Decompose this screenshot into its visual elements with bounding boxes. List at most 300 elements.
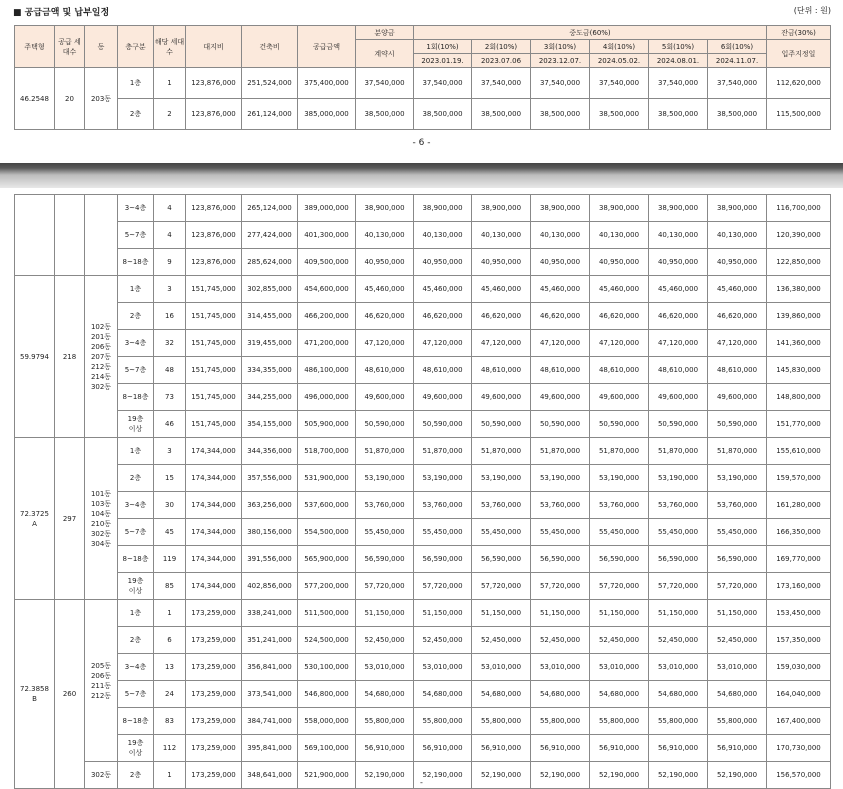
interim-cell: 53,760,000 bbox=[472, 492, 531, 519]
interim-cell: 45,460,000 bbox=[414, 276, 472, 303]
interim-cell: 47,120,000 bbox=[531, 330, 590, 357]
building-cost-cell: 251,524,000 bbox=[242, 68, 298, 99]
header-installment-date-4: 2024.05.02. bbox=[590, 54, 649, 68]
interim-cell: 53,010,000 bbox=[649, 654, 708, 681]
interim-cell: 52,450,000 bbox=[708, 627, 767, 654]
table-row bbox=[15, 465, 831, 492]
supply-price-cell: 486,100,000 bbox=[298, 357, 356, 384]
interim-cell: 49,600,000 bbox=[472, 384, 531, 411]
interim-cell: 53,760,000 bbox=[590, 492, 649, 519]
interim-cell: 52,190,000 bbox=[708, 762, 767, 789]
header-installment-1: 1회(10%) bbox=[414, 40, 472, 54]
contract-cell: 52,450,000 bbox=[356, 627, 414, 654]
interim-cell: 45,460,000 bbox=[472, 276, 531, 303]
interim-cell: 53,010,000 bbox=[590, 654, 649, 681]
building-cost-cell: 373,541,000 bbox=[242, 681, 298, 708]
building-cost-cell: 351,241,000 bbox=[242, 627, 298, 654]
interim-cell: 52,190,000 bbox=[414, 762, 472, 789]
contract-cell: 49,600,000 bbox=[356, 384, 414, 411]
contract-cell: 53,190,000 bbox=[356, 465, 414, 492]
contract-cell: 46,620,000 bbox=[356, 303, 414, 330]
floor-cell: 2층 bbox=[118, 465, 154, 492]
interim-cell: 53,760,000 bbox=[531, 492, 590, 519]
table-row bbox=[15, 627, 831, 654]
header-building-cost: 건축비 bbox=[242, 26, 298, 68]
building-cost-cell: 338,241,000 bbox=[242, 600, 298, 627]
households-cell: 119 bbox=[154, 546, 186, 573]
interim-cell: 47,120,000 bbox=[414, 330, 472, 357]
households-cell: 30 bbox=[154, 492, 186, 519]
supply-price-cell: 511,500,000 bbox=[298, 600, 356, 627]
interim-cell: 55,800,000 bbox=[531, 708, 590, 735]
land-cell: 123,876,000 bbox=[186, 249, 242, 276]
floor-cell: 19층 이상 bbox=[118, 411, 154, 438]
floor-cell: 1층 bbox=[118, 600, 154, 627]
interim-cell: 48,610,000 bbox=[414, 357, 472, 384]
interim-cell: 50,590,000 bbox=[708, 411, 767, 438]
interim-cell: 49,600,000 bbox=[590, 384, 649, 411]
building-cost-cell: 319,455,000 bbox=[242, 330, 298, 357]
land-cell: 151,745,000 bbox=[186, 303, 242, 330]
floor-cell: 3~4층 bbox=[118, 654, 154, 681]
supply-price-cell: 577,200,000 bbox=[298, 573, 356, 600]
header-installment-6: 6회(10%) bbox=[708, 40, 767, 54]
balance-cell: 173,160,000 bbox=[767, 573, 831, 600]
interim-cell: 56,590,000 bbox=[414, 546, 472, 573]
floor-cell: 8~18층 bbox=[118, 708, 154, 735]
interim-cell: 54,680,000 bbox=[472, 681, 531, 708]
table-row bbox=[15, 357, 831, 384]
floor-cell: 2층 bbox=[118, 627, 154, 654]
dong-cell bbox=[85, 195, 118, 276]
building-cost-cell: 265,124,000 bbox=[242, 195, 298, 222]
interim-cell: 51,150,000 bbox=[708, 600, 767, 627]
balance-cell: 170,730,000 bbox=[767, 735, 831, 762]
supply-price-cell: 471,200,000 bbox=[298, 330, 356, 357]
interim-cell: 40,130,000 bbox=[531, 222, 590, 249]
households-cell: 112 bbox=[154, 735, 186, 762]
interim-cell: 55,450,000 bbox=[590, 519, 649, 546]
interim-cell: 53,010,000 bbox=[472, 654, 531, 681]
interim-cell: 55,800,000 bbox=[472, 708, 531, 735]
floor-cell: 5~7층 bbox=[118, 681, 154, 708]
interim-cell: 47,120,000 bbox=[649, 330, 708, 357]
building-cost-cell: 391,556,000 bbox=[242, 546, 298, 573]
supply-households-cell: 297 bbox=[55, 438, 85, 600]
table-row bbox=[15, 735, 831, 762]
land-cell: 174,344,000 bbox=[186, 573, 242, 600]
contract-cell: 50,590,000 bbox=[356, 411, 414, 438]
land-cell: 174,344,000 bbox=[186, 546, 242, 573]
contract-cell: 38,900,000 bbox=[356, 195, 414, 222]
land-cell: 174,344,000 bbox=[186, 465, 242, 492]
land-cell: 173,259,000 bbox=[186, 762, 242, 789]
interim-cell: 56,910,000 bbox=[649, 735, 708, 762]
households-cell: 3 bbox=[154, 438, 186, 465]
interim-cell: 57,720,000 bbox=[414, 573, 472, 600]
table-row bbox=[15, 384, 831, 411]
households-cell: 46 bbox=[154, 411, 186, 438]
supply-price-cell: 466,200,000 bbox=[298, 303, 356, 330]
house-type-cell: 72.3725 A bbox=[15, 438, 55, 600]
building-cost-cell: 363,256,000 bbox=[242, 492, 298, 519]
contract-cell: 56,590,000 bbox=[356, 546, 414, 573]
interim-cell: 40,130,000 bbox=[590, 222, 649, 249]
interim-cell: 49,600,000 bbox=[531, 384, 590, 411]
households-cell: 2 bbox=[154, 99, 186, 130]
interim-cell: 53,760,000 bbox=[414, 492, 472, 519]
building-cost-cell: 356,841,000 bbox=[242, 654, 298, 681]
table-row bbox=[15, 681, 831, 708]
interim-cell: 51,870,000 bbox=[531, 438, 590, 465]
balance-cell: 166,350,000 bbox=[767, 519, 831, 546]
interim-cell: 53,010,000 bbox=[708, 654, 767, 681]
building-cost-cell: 344,255,000 bbox=[242, 384, 298, 411]
households-cell: 85 bbox=[154, 573, 186, 600]
floor-cell: 8~18층 bbox=[118, 249, 154, 276]
land-cell: 123,876,000 bbox=[186, 222, 242, 249]
interim-cell: 56,910,000 bbox=[414, 735, 472, 762]
contract-cell: 52,190,000 bbox=[356, 762, 414, 789]
contract-cell: 40,950,000 bbox=[356, 249, 414, 276]
interim-cell: 56,910,000 bbox=[472, 735, 531, 762]
floor-cell: 8~18층 bbox=[118, 546, 154, 573]
interim-cell: 45,460,000 bbox=[590, 276, 649, 303]
unit-label: (단위 : 원) bbox=[793, 6, 831, 15]
dong-cell: 203동 bbox=[85, 68, 118, 130]
interim-cell: 38,900,000 bbox=[472, 195, 531, 222]
interim-cell: 52,190,000 bbox=[472, 762, 531, 789]
interim-cell: 51,870,000 bbox=[414, 438, 472, 465]
interim-cell: 38,900,000 bbox=[414, 195, 472, 222]
header-installment-4: 4회(10%) bbox=[590, 40, 649, 54]
balance-cell: 156,570,000 bbox=[767, 762, 831, 789]
header-installment-date-5: 2024.08.01. bbox=[649, 54, 708, 68]
interim-cell: 54,680,000 bbox=[708, 681, 767, 708]
interim-cell: 48,610,000 bbox=[531, 357, 590, 384]
table-row bbox=[15, 492, 831, 519]
interim-cell: 50,590,000 bbox=[414, 411, 472, 438]
floor-cell: 3~4층 bbox=[118, 195, 154, 222]
households-cell: 73 bbox=[154, 384, 186, 411]
households-cell: 48 bbox=[154, 357, 186, 384]
interim-cell: 56,590,000 bbox=[590, 546, 649, 573]
building-cost-cell: 348,641,000 bbox=[242, 762, 298, 789]
table-row bbox=[15, 708, 831, 735]
interim-cell: 50,590,000 bbox=[472, 411, 531, 438]
land-cell: 173,259,000 bbox=[186, 681, 242, 708]
interim-cell: 53,190,000 bbox=[590, 465, 649, 492]
floor-cell: 19층 이상 bbox=[118, 573, 154, 600]
table-row bbox=[15, 249, 831, 276]
interim-cell: 40,950,000 bbox=[649, 249, 708, 276]
interim-cell: 51,870,000 bbox=[649, 438, 708, 465]
contract-cell: 55,800,000 bbox=[356, 708, 414, 735]
supply-price-cell: 524,500,000 bbox=[298, 627, 356, 654]
interim-cell: 38,500,000 bbox=[531, 99, 590, 130]
households-cell: 15 bbox=[154, 465, 186, 492]
interim-cell: 51,870,000 bbox=[472, 438, 531, 465]
house-type-cell: 72.3858 B bbox=[15, 600, 55, 789]
interim-cell: 57,720,000 bbox=[531, 573, 590, 600]
header-land-cost: 대지비 bbox=[186, 26, 242, 68]
interim-cell: 52,450,000 bbox=[649, 627, 708, 654]
building-cost-cell: 261,124,000 bbox=[242, 99, 298, 130]
header-installment-5: 5회(10%) bbox=[649, 40, 708, 54]
contract-cell: 57,720,000 bbox=[356, 573, 414, 600]
supply-price-cell: 569,100,000 bbox=[298, 735, 356, 762]
building-cost-cell: 402,856,000 bbox=[242, 573, 298, 600]
interim-cell: 51,150,000 bbox=[590, 600, 649, 627]
interim-cell: 56,910,000 bbox=[590, 735, 649, 762]
building-cost-cell: 334,355,000 bbox=[242, 357, 298, 384]
interim-cell: 51,150,000 bbox=[414, 600, 472, 627]
supply-price-cell: 546,800,000 bbox=[298, 681, 356, 708]
table-row bbox=[15, 519, 831, 546]
supply-price-cell: 565,900,000 bbox=[298, 546, 356, 573]
supply-price-cell: 531,900,000 bbox=[298, 465, 356, 492]
interim-cell: 56,910,000 bbox=[531, 735, 590, 762]
land-cell: 151,745,000 bbox=[186, 330, 242, 357]
interim-cell: 53,190,000 bbox=[472, 465, 531, 492]
supply-households-cell: 260 bbox=[55, 600, 85, 789]
contract-cell: 51,150,000 bbox=[356, 600, 414, 627]
interim-cell: 48,610,000 bbox=[649, 357, 708, 384]
land-cell: 123,876,000 bbox=[186, 68, 242, 99]
supply-price-cell: 375,400,000 bbox=[298, 68, 356, 99]
interim-cell: 55,800,000 bbox=[414, 708, 472, 735]
households-cell: 13 bbox=[154, 654, 186, 681]
floor-cell: 5~7층 bbox=[118, 519, 154, 546]
interim-cell: 47,120,000 bbox=[708, 330, 767, 357]
interim-cell: 46,620,000 bbox=[590, 303, 649, 330]
interim-cell: 57,720,000 bbox=[708, 573, 767, 600]
table-row bbox=[15, 330, 831, 357]
interim-cell: 37,540,000 bbox=[708, 68, 767, 99]
floor-cell: 2층 bbox=[118, 762, 154, 789]
floor-cell: 3~4층 bbox=[118, 330, 154, 357]
supply-price-cell: 409,500,000 bbox=[298, 249, 356, 276]
supply-price-cell: 505,900,000 bbox=[298, 411, 356, 438]
interim-cell: 38,900,000 bbox=[649, 195, 708, 222]
table-row bbox=[15, 195, 831, 222]
interim-cell: 46,620,000 bbox=[414, 303, 472, 330]
interim-cell: 40,950,000 bbox=[531, 249, 590, 276]
contract-cell: 38,500,000 bbox=[356, 99, 414, 130]
households-cell: 1 bbox=[154, 600, 186, 627]
interim-cell: 40,130,000 bbox=[472, 222, 531, 249]
interim-cell: 40,130,000 bbox=[414, 222, 472, 249]
interim-cell: 56,590,000 bbox=[649, 546, 708, 573]
interim-cell: 54,680,000 bbox=[590, 681, 649, 708]
building-cost-cell: 357,556,000 bbox=[242, 465, 298, 492]
interim-cell: 56,910,000 bbox=[708, 735, 767, 762]
interim-cell: 46,620,000 bbox=[708, 303, 767, 330]
interim-cell: 37,540,000 bbox=[649, 68, 708, 99]
interim-cell: 55,800,000 bbox=[590, 708, 649, 735]
supply-price-cell: 554,500,000 bbox=[298, 519, 356, 546]
land-cell: 173,259,000 bbox=[186, 708, 242, 735]
contract-cell: 53,760,000 bbox=[356, 492, 414, 519]
table-row bbox=[15, 68, 831, 99]
land-cell: 173,259,000 bbox=[186, 627, 242, 654]
households-cell: 16 bbox=[154, 303, 186, 330]
house-type-cell: 46.2548 bbox=[15, 68, 55, 130]
interim-cell: 49,600,000 bbox=[414, 384, 472, 411]
interim-cell: 55,800,000 bbox=[708, 708, 767, 735]
interim-cell: 54,680,000 bbox=[649, 681, 708, 708]
households-cell: 1 bbox=[154, 68, 186, 99]
interim-cell: 52,450,000 bbox=[590, 627, 649, 654]
households-cell: 1 bbox=[154, 762, 186, 789]
interim-cell: 50,590,000 bbox=[531, 411, 590, 438]
header-house-type: 주택형 bbox=[15, 26, 55, 68]
interim-cell: 54,680,000 bbox=[414, 681, 472, 708]
balance-cell: 169,770,000 bbox=[767, 546, 831, 573]
header-balance: 잔금(30%) bbox=[767, 26, 831, 40]
interim-cell: 38,500,000 bbox=[649, 99, 708, 130]
interim-cell: 40,950,000 bbox=[590, 249, 649, 276]
supply-price-cell: 537,600,000 bbox=[298, 492, 356, 519]
floor-cell: 5~7층 bbox=[118, 357, 154, 384]
header-installment-2: 2회(10%) bbox=[472, 40, 531, 54]
header-applicable-households: 해당 세대수 bbox=[154, 26, 186, 68]
contract-cell: 47,120,000 bbox=[356, 330, 414, 357]
interim-cell: 50,590,000 bbox=[590, 411, 649, 438]
interim-cell: 52,190,000 bbox=[531, 762, 590, 789]
header-installment-date-3: 2023.12.07. bbox=[531, 54, 590, 68]
contract-cell: 37,540,000 bbox=[356, 68, 414, 99]
balance-cell: 151,770,000 bbox=[767, 411, 831, 438]
interim-cell: 55,450,000 bbox=[472, 519, 531, 546]
interim-cell: 57,720,000 bbox=[590, 573, 649, 600]
households-cell: 6 bbox=[154, 627, 186, 654]
interim-cell: 45,460,000 bbox=[708, 276, 767, 303]
households-cell: 9 bbox=[154, 249, 186, 276]
interim-cell: 51,150,000 bbox=[472, 600, 531, 627]
interim-cell: 52,450,000 bbox=[414, 627, 472, 654]
interim-cell: 56,590,000 bbox=[531, 546, 590, 573]
floor-cell: 1층 bbox=[118, 276, 154, 303]
table-row bbox=[15, 222, 831, 249]
interim-cell: 40,950,000 bbox=[472, 249, 531, 276]
contract-cell: 56,910,000 bbox=[356, 735, 414, 762]
table-row bbox=[15, 276, 831, 303]
supply-price-cell: 530,100,000 bbox=[298, 654, 356, 681]
interim-cell: 53,190,000 bbox=[708, 465, 767, 492]
interim-cell: 50,590,000 bbox=[649, 411, 708, 438]
table-row bbox=[15, 546, 831, 573]
interim-cell: 53,760,000 bbox=[649, 492, 708, 519]
interim-cell: 48,610,000 bbox=[472, 357, 531, 384]
interim-cell: 37,540,000 bbox=[531, 68, 590, 99]
households-cell: 24 bbox=[154, 681, 186, 708]
interim-cell: 54,680,000 bbox=[531, 681, 590, 708]
balance-cell: 122,850,000 bbox=[767, 249, 831, 276]
households-cell: 45 bbox=[154, 519, 186, 546]
balance-cell: 148,800,000 bbox=[767, 384, 831, 411]
land-cell: 174,344,000 bbox=[186, 492, 242, 519]
supply-price-cell: 521,900,000 bbox=[298, 762, 356, 789]
header-installment-date-2: 2023.07.06 bbox=[472, 54, 531, 68]
header-contract: 계약시 bbox=[356, 40, 414, 68]
supply-price-cell: 518,700,000 bbox=[298, 438, 356, 465]
balance-cell: 136,380,000 bbox=[767, 276, 831, 303]
supply-price-cell: 454,600,000 bbox=[298, 276, 356, 303]
land-cell: 123,876,000 bbox=[186, 195, 242, 222]
floor-cell: 2층 bbox=[118, 99, 154, 130]
price-table-page7 bbox=[14, 194, 831, 789]
interim-cell: 53,190,000 bbox=[414, 465, 472, 492]
page-divider bbox=[0, 163, 843, 188]
header-dong: 동 bbox=[85, 26, 118, 68]
dong-cell: 302동 bbox=[85, 762, 118, 789]
interim-cell: 55,450,000 bbox=[414, 519, 472, 546]
balance-cell: 145,830,000 bbox=[767, 357, 831, 384]
balance-cell: 139,860,000 bbox=[767, 303, 831, 330]
land-cell: 151,745,000 bbox=[186, 357, 242, 384]
building-cost-cell: 354,155,000 bbox=[242, 411, 298, 438]
supply-households-cell bbox=[55, 195, 85, 276]
interim-cell: 46,620,000 bbox=[531, 303, 590, 330]
households-cell: 32 bbox=[154, 330, 186, 357]
building-cost-cell: 277,424,000 bbox=[242, 222, 298, 249]
interim-cell: 57,720,000 bbox=[649, 573, 708, 600]
interim-cell: 55,450,000 bbox=[708, 519, 767, 546]
supply-households-cell: 20 bbox=[55, 68, 85, 130]
land-cell: 173,259,000 bbox=[186, 654, 242, 681]
header-installment-3: 3회(10%) bbox=[531, 40, 590, 54]
interim-cell: 52,190,000 bbox=[649, 762, 708, 789]
floor-cell: 1층 bbox=[118, 438, 154, 465]
interim-cell: 55,800,000 bbox=[649, 708, 708, 735]
interim-cell: 56,590,000 bbox=[472, 546, 531, 573]
house-type-cell bbox=[15, 195, 55, 276]
interim-cell: 40,950,000 bbox=[708, 249, 767, 276]
households-cell: 4 bbox=[154, 222, 186, 249]
table-row bbox=[15, 600, 831, 627]
header-interim: 중도금(60%) bbox=[414, 26, 767, 40]
table-row bbox=[15, 303, 831, 330]
interim-cell: 40,130,000 bbox=[649, 222, 708, 249]
land-cell: 174,344,000 bbox=[186, 519, 242, 546]
floor-cell: 3~4층 bbox=[118, 492, 154, 519]
price-table-page6 bbox=[14, 25, 831, 130]
supply-price-cell: 496,000,000 bbox=[298, 384, 356, 411]
interim-cell: 51,150,000 bbox=[531, 600, 590, 627]
page-number: - 6 - bbox=[412, 138, 431, 148]
floor-cell: 2층 bbox=[118, 303, 154, 330]
contract-cell: 40,130,000 bbox=[356, 222, 414, 249]
balance-cell: 116,700,000 bbox=[767, 195, 831, 222]
table-row bbox=[15, 438, 831, 465]
balance-cell: 164,040,000 bbox=[767, 681, 831, 708]
floor-cell: 8~18층 bbox=[118, 384, 154, 411]
table-row bbox=[15, 99, 831, 130]
header-floor: 층구분 bbox=[118, 26, 154, 68]
interim-cell: 38,900,000 bbox=[708, 195, 767, 222]
table-row bbox=[15, 654, 831, 681]
interim-cell: 53,010,000 bbox=[414, 654, 472, 681]
balance-cell: 112,620,000 bbox=[767, 68, 831, 99]
house-type-cell: 59.9794 bbox=[15, 276, 55, 438]
land-cell: 174,344,000 bbox=[186, 438, 242, 465]
dong-cell: 101동 103동 104동 210동 302동 304동 bbox=[85, 438, 118, 600]
balance-cell: 161,280,000 bbox=[767, 492, 831, 519]
interim-cell: 53,190,000 bbox=[649, 465, 708, 492]
balance-cell: 159,570,000 bbox=[767, 465, 831, 492]
contract-cell: 55,450,000 bbox=[356, 519, 414, 546]
